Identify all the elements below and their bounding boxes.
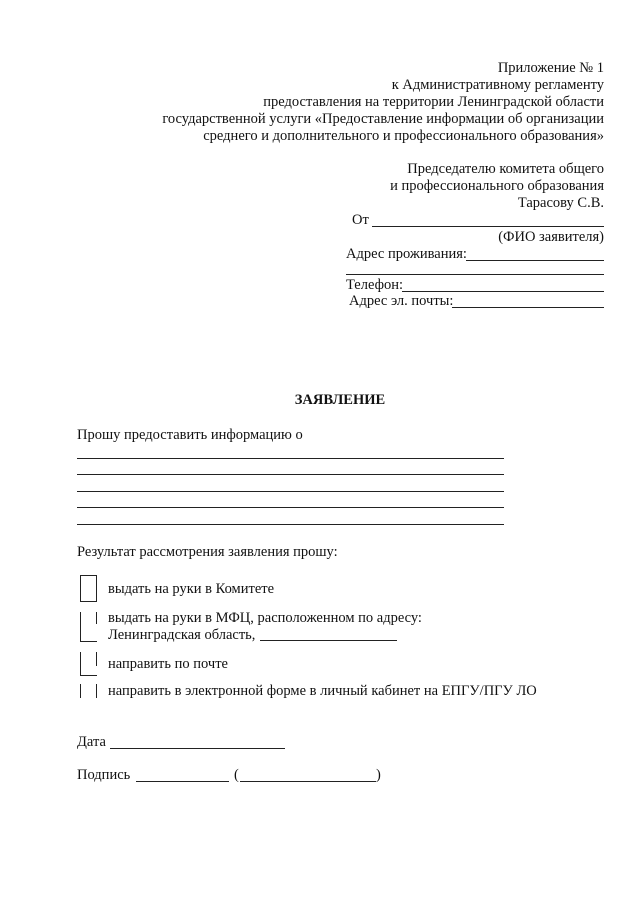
addressee-line-1: Председателю комитета общего xyxy=(407,161,604,177)
header-line-3: предоставления на территории Ленинградской области xyxy=(263,94,604,110)
signature-name-line[interactable] xyxy=(240,781,376,782)
option-mfc-address-line[interactable] xyxy=(260,640,397,641)
email-label: Адрес эл. почты: xyxy=(349,293,454,309)
phone-label: Телефон: xyxy=(346,277,404,293)
date-label: Дата xyxy=(77,734,106,750)
close-paren: ) xyxy=(376,767,381,783)
request-line-2[interactable] xyxy=(77,474,504,475)
signature-label: Подпись xyxy=(77,767,131,783)
option-mail-label: направить по почте xyxy=(108,656,228,672)
address-field-line-1[interactable] xyxy=(466,260,604,261)
request-line-5[interactable] xyxy=(77,524,504,525)
header-line-5: среднего и дополнительного и профессионального образования» xyxy=(203,128,604,144)
header-line-1: Приложение № 1 xyxy=(497,60,604,76)
signature-field-line[interactable] xyxy=(136,781,229,782)
header-line-4: государственной услуги «Предоставление информации об организации xyxy=(162,111,604,127)
addressee-line-3: Тарасову С.В. xyxy=(517,195,604,211)
request-line-4[interactable] xyxy=(77,507,504,508)
address-field-line-2[interactable] xyxy=(346,274,604,275)
request-line-3[interactable] xyxy=(77,491,504,492)
document-title: ЗАЯВЛЕНИЕ xyxy=(294,392,386,408)
option-committee-checkbox[interactable] xyxy=(80,575,97,602)
option-mail-checkbox[interactable] xyxy=(80,652,97,676)
addressee-line-2: и профессионального образования xyxy=(390,178,604,194)
header-line-2: к Административному регламенту xyxy=(391,77,604,93)
option-epgu-label: направить в электронной форме в личный кабинет на ЕПГУ/ПГУ ЛО xyxy=(108,683,537,699)
option-epgu-checkbox[interactable] xyxy=(80,684,97,698)
email-field-line[interactable] xyxy=(452,307,604,308)
date-field-line[interactable] xyxy=(110,748,285,749)
from-field-line[interactable] xyxy=(372,226,604,227)
result-label: Результат рассмотрения заявления прошу: xyxy=(77,544,338,560)
option-mfc-address-label: Ленинградская область, xyxy=(108,627,256,643)
fio-hint: (ФИО заявителя) xyxy=(498,229,604,245)
option-mfc-label: выдать на руки в МФЦ, расположенном по адресу: xyxy=(108,610,422,626)
phone-field-line[interactable] xyxy=(402,291,604,292)
request-text: Прошу предоставить информацию о xyxy=(77,427,303,443)
from-label: От xyxy=(352,212,369,228)
open-paren: ( xyxy=(234,767,239,783)
address-label: Адрес проживания: xyxy=(346,246,467,262)
option-committee-label: выдать на руки в Комитете xyxy=(108,581,275,597)
request-line-1[interactable] xyxy=(77,458,504,459)
option-mfc-checkbox[interactable] xyxy=(80,612,97,642)
